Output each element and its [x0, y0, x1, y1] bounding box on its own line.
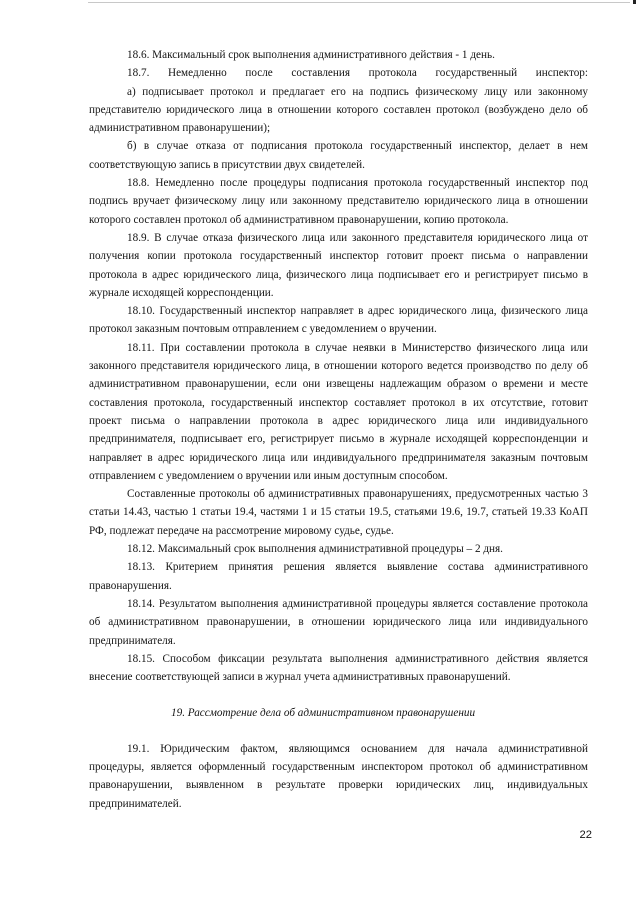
paragraph-18-15: 18.15. Способом фиксации результата выполнения административного действия является внесение соответствующей записи в журнал учета административных правонарушений. — [89, 652, 588, 684]
paragraph-18-14: 18.14. Результатом выполнения административной процедуры является составление протокола об административном правонарушении, в отношении юридического лица или индивидуального предпринимателя. — [89, 597, 588, 647]
paragraph-19-1: 19.1. Юридическим фактом, являющимся основанием для начала административной процедуры, является оформленный государственным инспектором протокол об административном правонарушении, выявленном в результате проверки юридических лиц, индивидуальных предпринимателей. — [89, 742, 588, 810]
paragraph-18-7-b: б) в случае отказа от подписания протокола государственный инспектор, делает в нем соответствующую запись в присутствии двух свидетелей. — [89, 140, 588, 171]
paragraph-18-10: 18.10. Государственный инспектор направляет в адрес юридического лица, физического лица протокол заказным почтовым отправлением с уведомлением о вручении. — [89, 305, 588, 336]
document-body — [89, 46, 588, 813]
paragraph-18-11: 18.11. При составлении протокола в случае неявки в Министерство физического лица или законного представителя юридического лица, в отношении которого ведется производство по делу об административном правонарушении, если они извещены надлежащим образом о времени и месте составления протокола, государственный инспектор составляет протокол в их отсутствие, готовит проект письма о направлении протокола в адрес юридического лица или индивидуального предпринимателя, подписывает его, регистрирует письмо в журнале исходящей корреспонденции и направляет в адрес юридического лица или индивидуального предпринимателя заказным почтовым отправлением с уведомлением о вручении или иным доступным способом. — [89, 341, 588, 482]
section-title-19: 19. Рассмотрение дела об административном правонарушении — [171, 707, 476, 720]
paragraph-18-7: 18.7. Немедленно после составления протокола государственный инспектор: — [127, 67, 588, 80]
scan-top-edge — [88, 2, 630, 3]
page-number: 22 — [579, 829, 592, 841]
paragraph-18-6: 18.6. Максимальный срок выполнения административного действия - 1 день. — [127, 49, 495, 61]
paragraph-18-13: 18.13. Критерием принятия решения является выявление состава административного правонарушения. — [89, 561, 588, 592]
paragraph-protocols: Составленные протоколы об административных правонарушениях, предусмотренных частью 3 статьи 14.43, частью 1 статьи 19.4, частями 1 и 15 статьи 19.5, статьями 19.6, 19.7, статьей 19.33 КоАП РФ, подлежат передаче на рассмотрение мировому судье, судье. — [89, 488, 588, 537]
paragraph-18-8: 18.8. Немедленно после процедуры подписания протокола государственный инспектор под подпись вручает физическому лицу или законному представителю юридического лица в отношении которого составлен протокол об административном правонарушении, копию протокола. — [89, 177, 588, 226]
scan-corner-mark — [633, 0, 636, 4]
paragraph-18-9: 18.9. В случае отказа физического лица или законного представителя юридического лица от получения копии протокола государственный инспектор готовит проект письма о направлении протокола в адрес юридического лица, физического лица подписывает его и регистрирует письмо в журнале исходящей корреспонденции. — [89, 231, 588, 299]
paragraph-18-12: 18.12. Максимальный срок выполнения административной процедуры – 2 дня. — [127, 543, 503, 556]
paragraph-18-7-a: а) подписывает протокол и предлагает его на подпись физическому лицу или законному представителю юридического лица в отношении которого составлен протокол (возбуждено дело об административном правонарушении); — [89, 85, 588, 135]
